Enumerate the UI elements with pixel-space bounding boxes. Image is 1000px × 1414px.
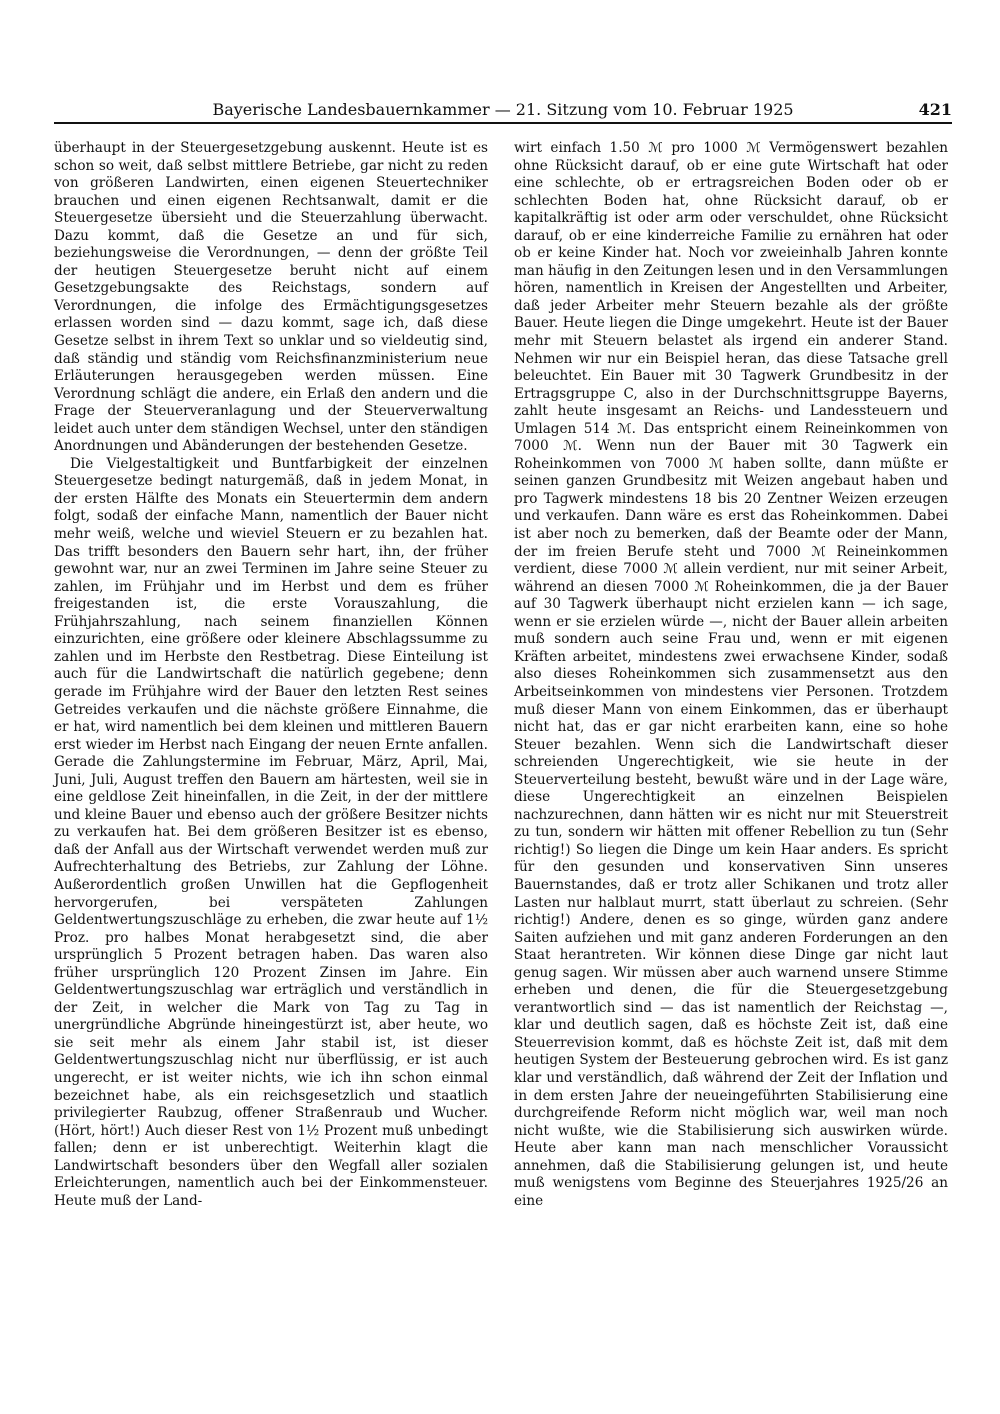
paragraph: wirt einfach 1.50 ℳ pro 1000 ℳ Vermögenswert bezahlen ohne Rücksicht darauf, ob er eine gute Wirtschaft hat oder eine schlechte, ob er ertragsreichen Boden oder ob er schlechten Boden hat, ohne Rücksicht darauf, ob er kapitalkräftig ist oder arm oder verschuldet, ohne Rücksicht darauf, ob er eine kinderreiche Familie zu ernähren hat oder ob er keine Kinder hat. Noch vor zweieinhalb Jahren konnte man häufig in den Zeitungen lesen und in den Versammlungen hören, namentlich in Kreisen der Angestellten und Arbeiter, daß jeder Arbeiter mehr Steuern bezahle als der größte Bauer. Heute liegen die Dinge umgekehrt. Heute ist der Bauer mehr mit Steuern belastet als irgend ein anderer Stand. Nehmen wir nur ein Beispiel heran, das diese Tatsache grell beleuchtet. Ein Bauer mit 30 Tagwerk Grundbesitz in der Ertragsgruppe C, also in der Durchschnittsgruppe Bayerns, zahlt heute insgesamt an Reichs- und Landessteuern und Umlagen 514 ℳ. Das entspricht einem Reineinkommen von 7000 ℳ. Wenn nun der Bauer mit 30 Tagwerk ein Roheinkommen von 7000 ℳ haben sollte, dann müßte er seinen ganzen Grundbesitz mit Weizen angebaut haben und pro Tagwerk mindestens 18 bis 20 Zentner Weizen erzeugen und verkaufen. Dann wäre es erst das Roheinkommen. Dabei ist aber noch zu bemerken, daß der Beamte oder der Mann, der im freien Berufe steht und 7000 ℳ Reineinkommen verdient, diese 7000 ℳ allein verdient, nur mit seiner Arbeit, während an diesen 7000 ℳ Roheinkommen, die ja der Bauer auf 30 Tagwerk überhaupt nicht erzielen kann — ich sage, wenn er sie erzielen würde —, nicht der Bauer allein arbeiten muß sondern auch seine Frau und, wenn er mit eigenen Kräften arbeitet, mindestens zwei erwachsene Kinder, sodaß also dieses Roheinkommen sich zusammensetzt aus den Arbeitseinkommen von mindestens vier Personen. Trotzdem muß dieser Mann von einem Einkommen, das er überhaupt nicht hat, das er gar nicht erarbeiten kann, eine so hohe Steuer bezahlen. Wenn sich die Landwirtschaft dieser schreienden Ungerechtigkeit, wie sie heute in der Steuerverteilung besteht, bewußt wäre und in der Lage wäre, diese Ungerechtigkeit an einzelnen Beispielen nachzurechnen, dann hätten wir es nicht nur mit Steuerstreit zu tun, sondern wir hätten mit offener Rebellion zu tun (Sehr richtig!) So liegen die Dinge um kein Haar anders. Es spricht für den gesunden und konservativen Sinn unseres Bauernstandes, daß er trotz aller Schikanen und trotz aller Lasten nur halblaut murrt, statt überlaut zu schreien. (Sehr richtig!) Andere, denen es so ginge, würden ganz andere Saiten aufziehen und mit ganz anderen Forderungen an den Staat herantreten. Wir können diese Dinge gar nicht laut genug sagen. Wir müssen aber auch warnend unsere Stimme erheben und denen, die für die Steuergesetzgebung verantwortlich sind — das ist namentlich der Reichstag —, klar und deutlich sagen, daß es höchste Zeit ist, daß eine Steuerrevision kommt, daß es höchste Zeit ist, daß mit dem heutigen System der Besteuerung gebrochen wird. Es ist ganz klar und verständlich, daß während der Zeit der Inflation und in dem ersten Jahre der neueingeführten Stabilisierung eine durchgreifende Reform nicht möglich war, weil man noch nicht wußte, wie die Stabilisierung sich auswirken würde. Heute aber kann man nach menschlicher Voraussicht annehmen, daß die Stabilisierung gelungen ist, und heute muß wenigstens vom Beginne des Steuerjahres 1925/26 an eine	[514, 140, 948, 1209]
paragraph: überhaupt in der Steuergesetzgebung auskennt. Heute ist es schon so weit, daß selbst mittlere Betriebe, gar nicht zu reden von größeren Landwirten, einen eigenen Steuertechniker brauchen und einen eigenen Rechtsanwalt, damit er die Steuergesetze übersieht und die Steuerzahlung überwacht. Dazu kommt, daß die Gesetze an und für sich, beziehungsweise die Verordnungen, — denn der größte Teil der heutigen Steuergesetze beruht nicht auf einem Gesetzgebungsakte des Reichstags, sondern auf Verordnungen, die infolge des Ermächtigungsgesetzes erlassen worden sind — dazu kommt, sage ich, daß diese Gesetze selbst in ihrem Text so unklar und so vieldeutig sind, daß ständig und ständig vom Reichsfinanzministerium neue Erläuterungen herausgegeben werden müssen. Eine Verordnung schlägt die andere, ein Erlaß den andern und die Frage der Steuerveranlagung und der Steuerverwaltung leidet auch unter dem ständigen Wechsel, unter den ständigen Anordnungen und Abänderungen der bestehenden Gesetze.	[54, 140, 488, 455]
page-number: 421	[918, 100, 952, 119]
paragraph: Die Vielgestaltigkeit und Buntfarbigkeit der einzelnen Steuergesetze bedingt naturgemäß, daß in jedem Monat, in der ersten Hälfte des Monats ein Steuertermin dem andern folgt, sodaß der einfache Mann, namentlich der Bauer nicht mehr weiß, welche und wieviel Steuern er zu bezahlen hat. Das trifft besonders den Bauern sehr hart, ihn, der früher gewohnt war, nur an zwei Terminen im Jahre seine Steuer zu zahlen, im Frühjahr und im Herbst und dem es früher freigestanden ist, die erste Vorauszahlung, die Frühjahrszahlung, nach seinem finanziellen Können einzurichten, eine größere oder kleinere Abschlagssumme zu zahlen und im Herbste den Restbetrag. Diese Einteilung ist auch für die Landwirtschaft die natürlich gegebene; denn gerade im Frühjahre wird der Bauer den letzten Rest seines Getreides verkaufen und die nächste größere Einnahme, die er hat, wird namentlich bei dem kleinen und mittleren Bauern erst wieder im Herbst nach Eingang der neuen Ernte anfallen. Gerade die Zahlungstermine im Februar, März, April, Mai, Juni, Juli, August treffen den Bauern am härtesten, weil sie in eine geldlose Zeit hineinfallen, in die Zeit, in der der mittlere und kleine Bauer und ebenso auch der größere Besitzer nichts zu verkaufen hat. Bei dem größeren Besitzer ist es ebenso, daß der Anfall aus der Wirtschaft verwendet werden muß zur Aufrechterhaltung des Betriebs, zur Zahlung der Löhne. Außerordentlich großen Unwillen hat die Gepflogenheit hervorgerufen, bei verspäteten Zahlungen Geldentwertungszuschläge zu erheben, die zwar heute auf 1½ Proz. pro halbes Monat herabgesetzt sind, die aber ursprünglich 5 Prozent betragen haben. Das waren also früher ursprünglich 120 Prozent Zinsen im Jahre. Ein Geldentwertungszuschlag war erträglich und verständlich in der Zeit, in welcher die Mark von Tag zu Tag in unergründliche Abgründe hineingestürzt ist, aber heute, wo sie seit mehr als einem Jahr stabil ist, ist dieser Geldentwertungszuschlag nicht nur überflüssig, er ist auch ungerecht, er ist weiter nichts, wie ich ihn schon einmal bezeichnet habe, als ein reichsgesetzlich und staatlich privilegierter Raubzug, offener Straßenraub und Wucher. (Hört, hört!) Auch dieser Rest von 1½ Prozent muß unbedingt fallen; denn er ist unberechtigt. Weiterhin klagt die Landwirtschaft besonders über den Wegfall aller sozialen Erleichterungen, namentlich auch bei der Einkommensteuer. Heute muß der Land-	[54, 455, 488, 1209]
right-column	[514, 140, 948, 1210]
header-title: Bayerische Landesbauernkammer — 21. Sitzung vom 10. Februar 1925	[212, 100, 794, 119]
running-header	[54, 100, 952, 124]
left-column	[54, 140, 488, 1210]
